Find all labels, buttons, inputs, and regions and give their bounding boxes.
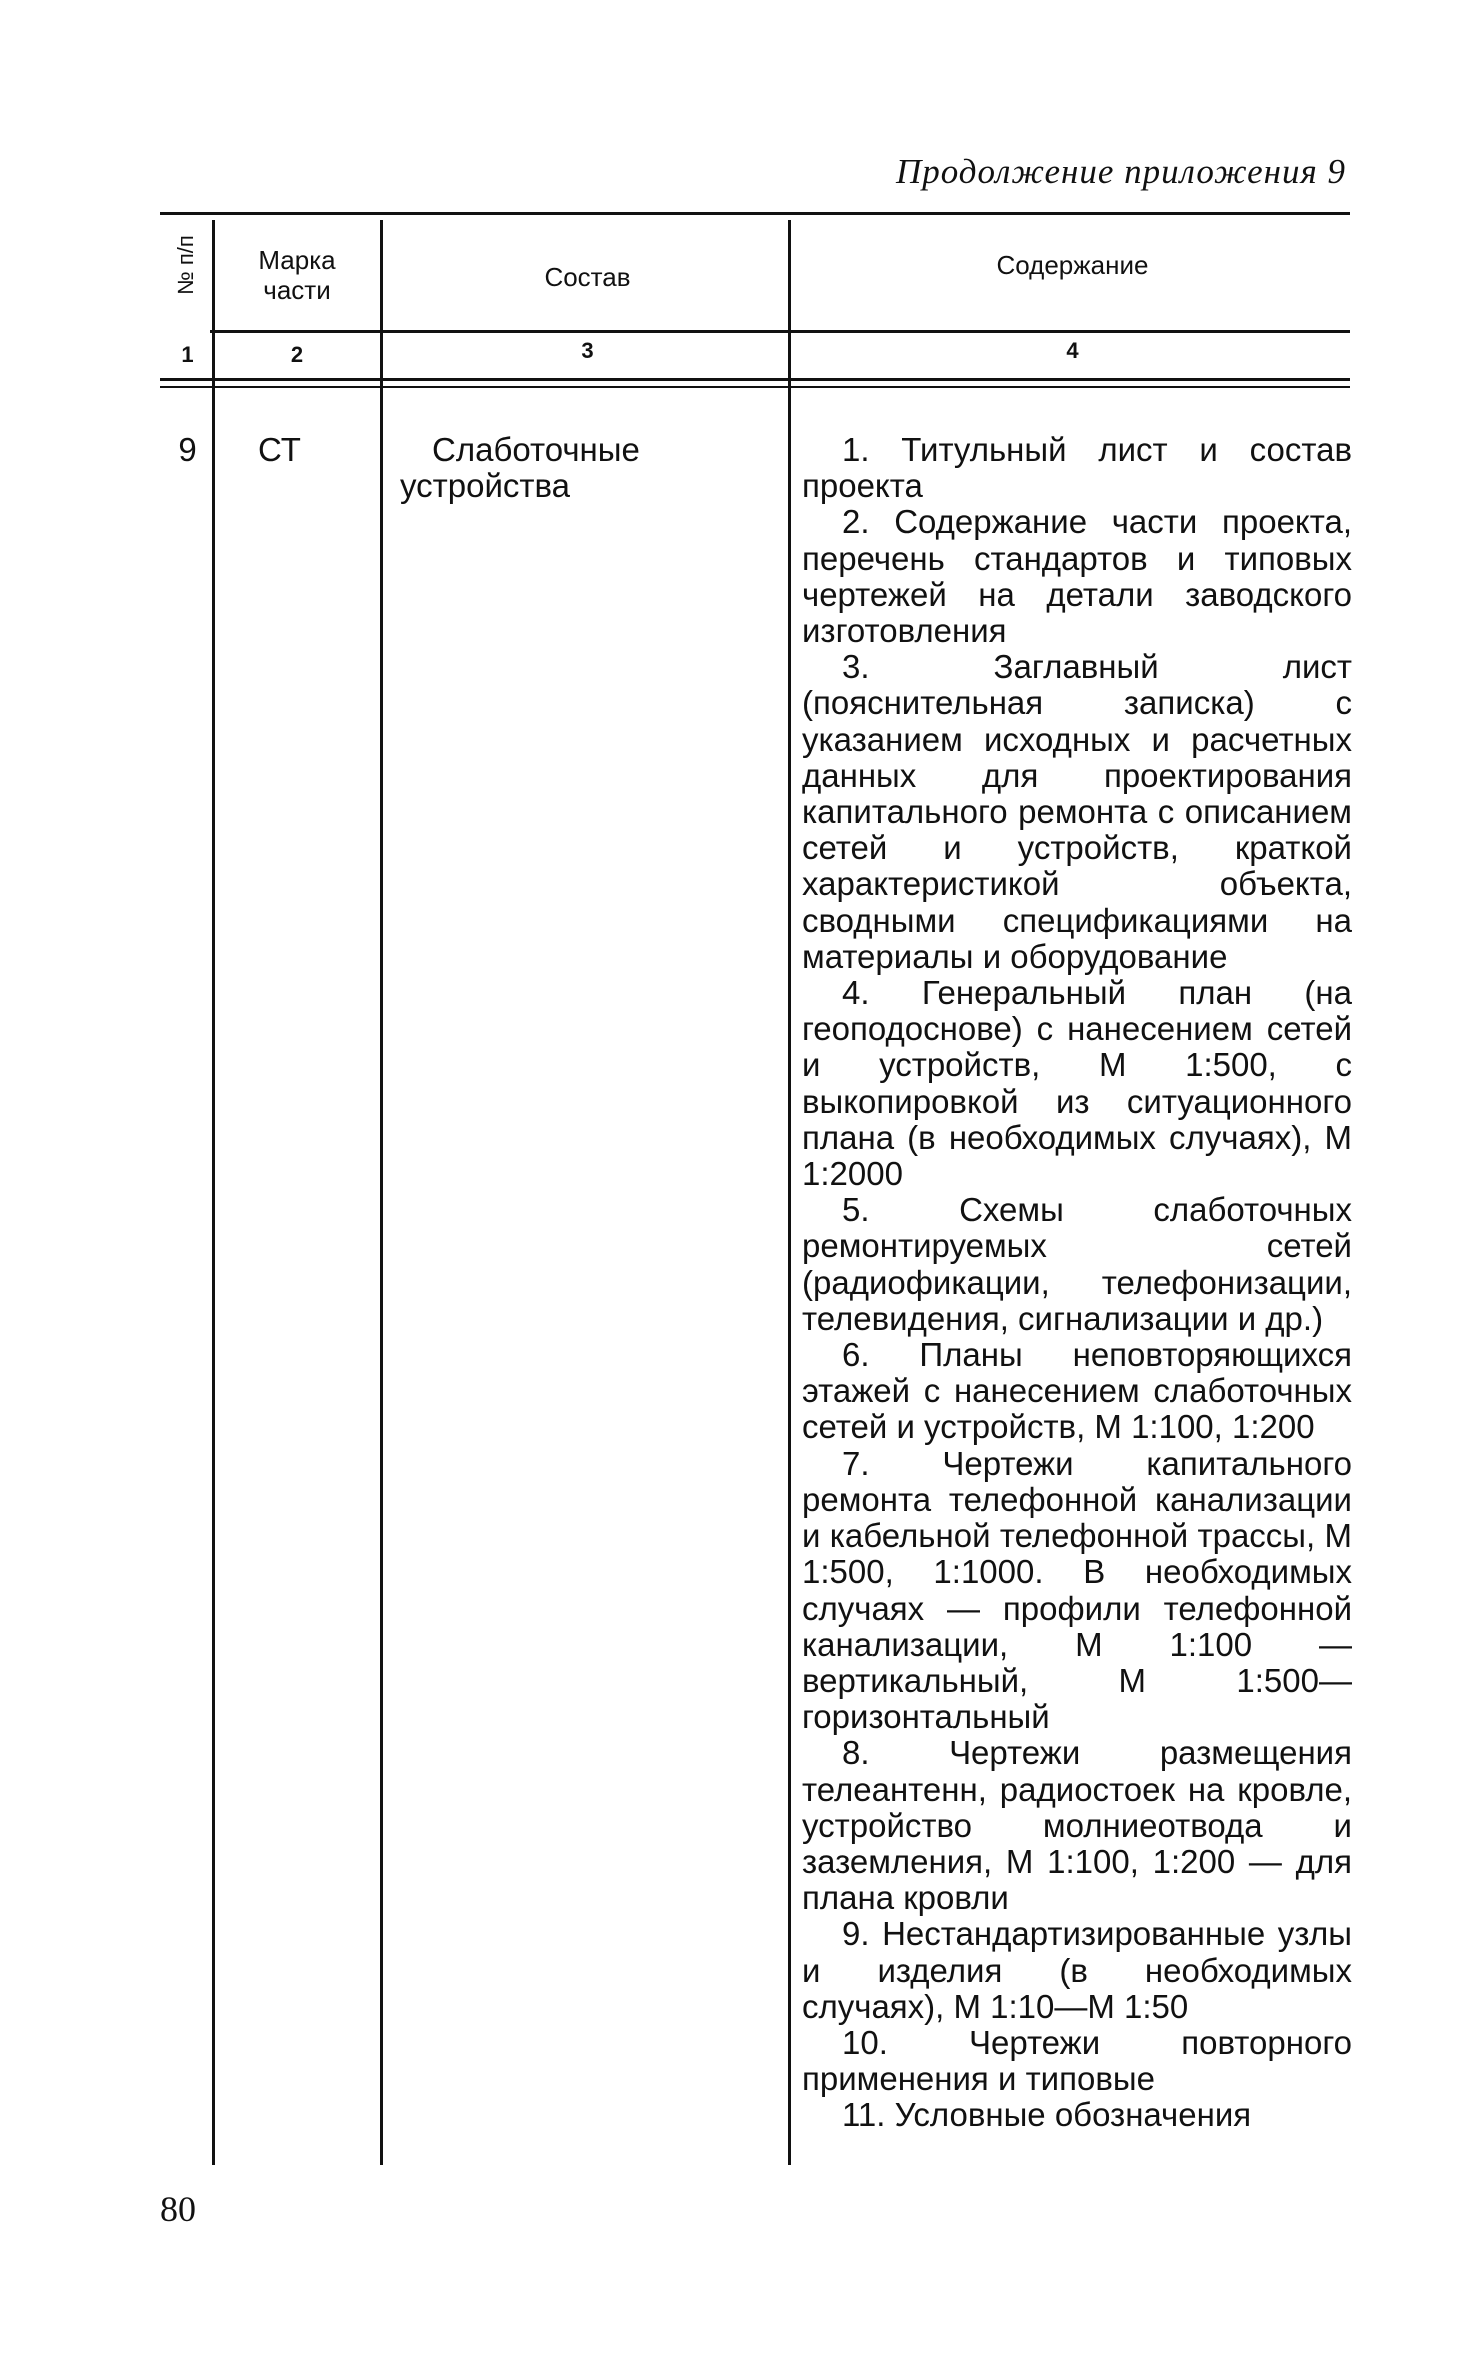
table-body-top-rule <box>160 386 1350 388</box>
header-composition: Состав <box>544 262 631 292</box>
column-number-1: 1 <box>181 342 194 367</box>
column-number-2: 2 <box>290 342 304 367</box>
list-item: 11. Условные обозначения <box>842 2096 1252 2134</box>
list-item: 9. Нестандартизированные узлы и изделия (в необходимых случаях), М 1:10—М 1:50 <box>802 1915 1352 2025</box>
content-list <box>802 432 1352 2134</box>
list-item: 6. Планы неповторяющихся этажей с нанесением слаботочных сетей и устройств, М 1:100, 1:200 <box>802 1336 1352 1446</box>
column-number-3: 3 <box>581 338 594 363</box>
row-number: 9 <box>178 431 197 468</box>
list-item: 2. Содержание части проекта, перечень стандартов и типовых чертежей на детали заводского изготовления <box>802 503 1352 650</box>
list-item: 3. Заглавный лист (пояснительная записка) с указанием исходных и расчетных данных для проектирования капитального ремонта с описанием сетей и устройств, краткой характеристикой объекта, сводными спецификациями на материалы и оборудование <box>802 648 1352 975</box>
row-mark: СТ <box>258 431 301 468</box>
header-mark: Марка части <box>258 245 336 305</box>
page-number: 80 <box>160 2189 196 2229</box>
column-numbers-rule <box>160 378 1350 381</box>
column-divider-3 <box>788 220 791 2165</box>
column-number-4: 4 <box>1066 338 1079 363</box>
continuation-header: Продолжение приложения 9 <box>895 152 1346 191</box>
list-item: 10. Чертежи повторного применения и типовые <box>802 2023 1352 2098</box>
list-item: 1. Титульный лист и состав проекта <box>802 431 1352 505</box>
header-number: № п/п <box>173 235 198 295</box>
column-divider-1 <box>212 220 215 2165</box>
row-composition: Слаботочные устройства <box>400 431 640 504</box>
list-item: 4. Генеральный план (на геоподоснове) с нанесением сетей и устройств, М 1:500, с выкопировкой из ситуационного плана (в необходимых случаях), М 1:2000 <box>802 974 1352 1193</box>
list-item: 8. Чертежи размещения телеантенн, радиостоек на кровле, устройство молниеотвода и заземления, М 1:100, 1:200 — для плана кровли <box>802 1734 1352 1917</box>
table-top-rule <box>160 212 1350 215</box>
column-divider-2 <box>380 220 383 2165</box>
header-content: Содержание <box>996 250 1149 280</box>
list-item: 5. Схемы слаботочных ремонтируемых сетей (радиофикации, телефонизации, телевидения, сигнализации и др.) <box>802 1191 1352 1337</box>
list-item: 7. Чертежи капитального ремонта телефонной канализации и кабельной телефонной трассы, М 1:500, 1:1000. В необходимых случаях — профили телефонной канализации, М 1:100 — вертикальный, М 1:500—горизонтальный <box>802 1444 1352 1736</box>
